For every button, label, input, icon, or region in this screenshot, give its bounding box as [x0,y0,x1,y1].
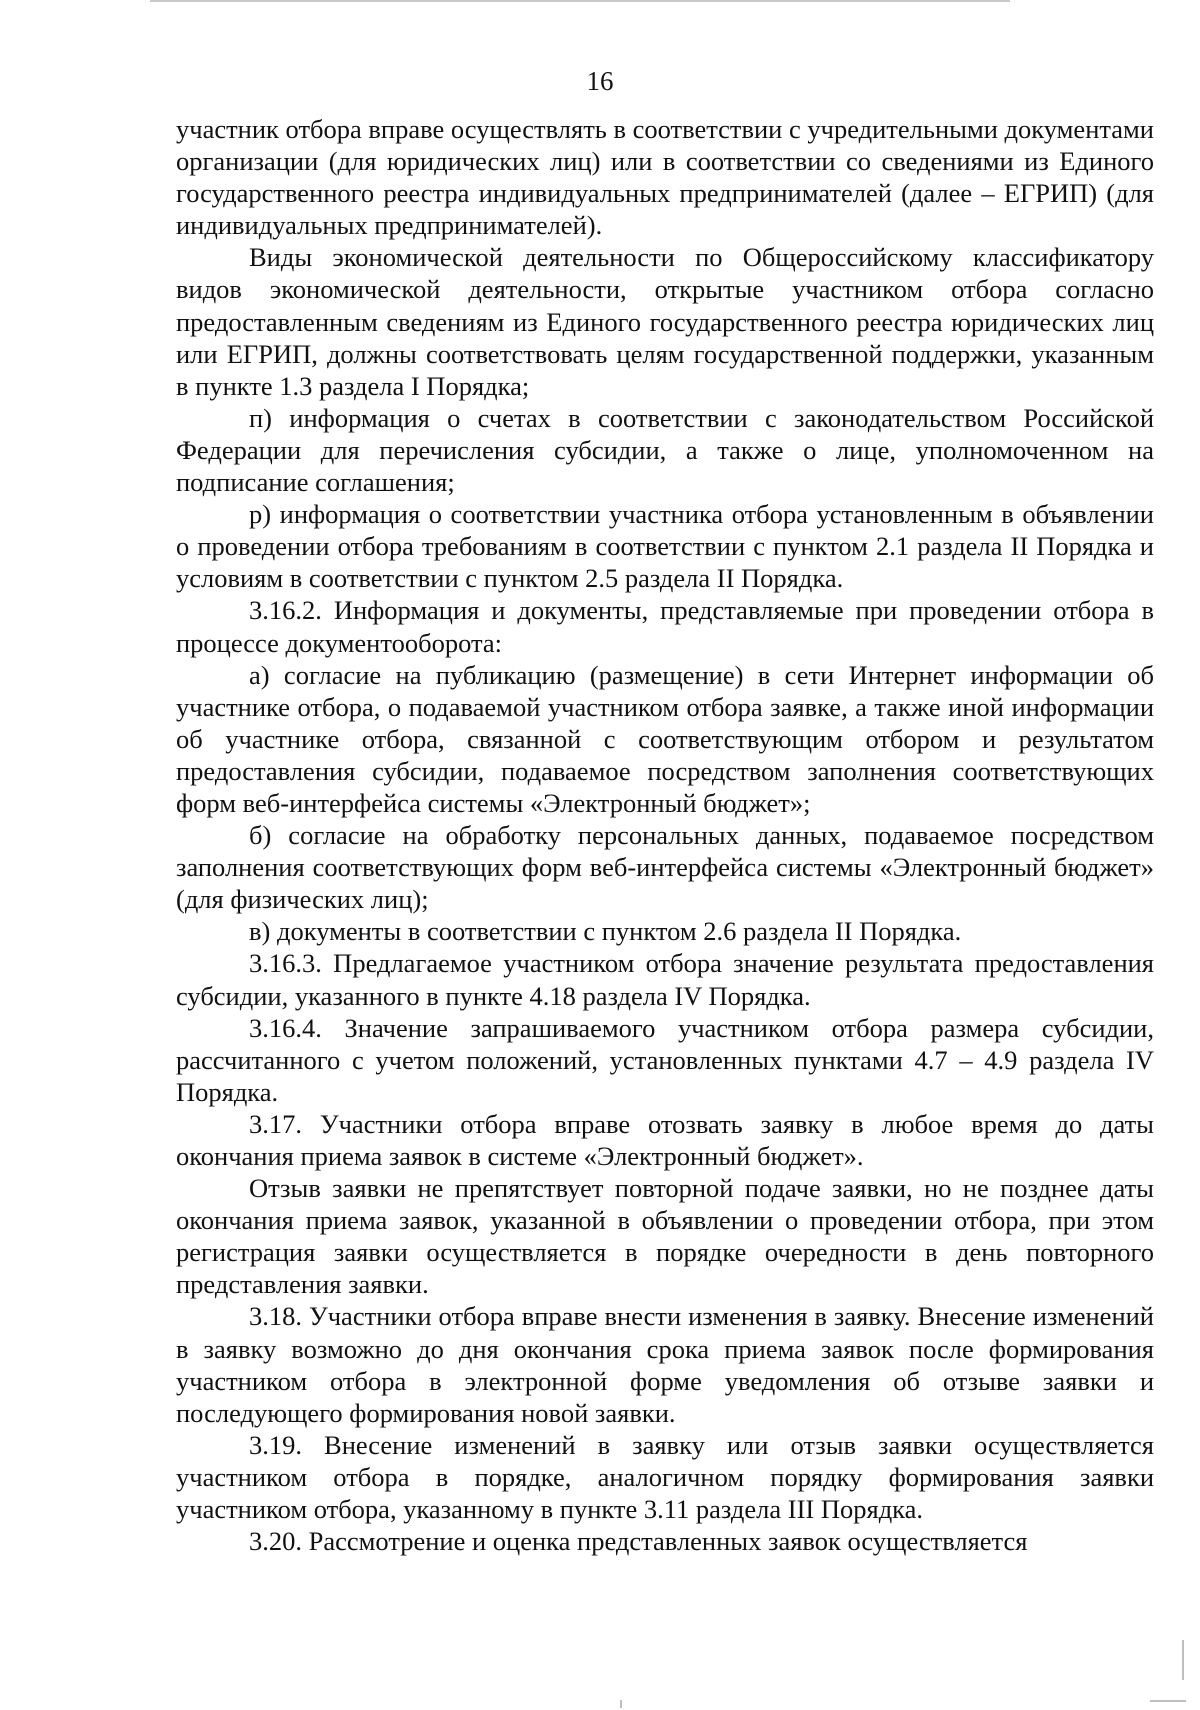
paragraph-economic-activity: Виды экономической деятельности по Общероссийскому классификатору видов экономической деятельности, открытые участником отбора согласно предоставленным сведениям из Единого государственного реестра юридических лиц или ЕГРИП, должны соответствовать целям государственной поддержки, указанным в пункте 1.3 раздела I Порядка; [176,242,1154,401]
paragraph-3-19: 3.19. Внесение изменений в заявку или отзыв заявки осуществляется участником отбора в порядке, аналогичном порядку формирования заявки участником отбора, указанному в пункте 3.11 раздела III Порядка. [176,1429,1154,1525]
paragraph-item-r: р) информация о соответствии участника отбора установленным в объявлении о проведении отбора требованиям в соответствии с пунктом 2.1 раздела II Порядка и условиям в соответствии с пунктом 2.5 раздела II Порядка. [176,499,1154,594]
scan-border-line [150,0,1010,2]
paragraph-3-17: 3.17. Участники отбора вправе отозвать заявку в любое время до даты окончания приема заявок в системе «Электронный бюджет». [176,1108,1154,1171]
paragraph-3-16-2: 3.16.2. Информация и документы, представляемые при проведении отбора в процессе документооборота: [176,595,1154,658]
document-body [176,113,1154,1557]
paragraph-continuation: участник отбора вправе осуществлять в соответствии с учредительными документами организации (для юридических лиц) или в соответствии со сведениями из Единого государственного реестра индивидуальных предпринимателей (далее – ЕГРИП) (для индивидуальных предпринимателей). [176,114,1154,241]
paragraph-item-p: п) информация о счетах в соответствии с законодательством Российской Федерации для перечисления субсидии, а также о лице, уполномоченном на подписание соглашения; [176,402,1154,498]
paragraph-3-16-3: 3.16.3. Предлагаемое участником отбора значение результата предоставления субсидии, указанного в пункте 4.18 раздела IV Порядка. [176,948,1154,1011]
paragraph-3-16-4: 3.16.4. Значение запрашиваемого участником отбора размера субсидии, рассчитанного с учетом положений, установленных пунктами 4.7 – 4.9 раздела IV Порядка. [176,1012,1154,1107]
page-number: 16 [586,66,614,96]
paragraph-3-20: 3.20. Рассмотрение и оценка представленных заявок осуществляется [249,1526,1028,1557]
scan-artifact [620,1700,622,1708]
paragraph-withdrawal: Отзыв заявки не препятствует повторной подаче заявки, но не позднее даты окончания приема заявок, указанной в объявлении о проведении отбора, при этом регистрация заявки осуществляется в порядке очередности в день повторного представления заявки. [176,1173,1154,1300]
paragraph-3-18: 3.18. Участники отбора вправе внести изменения в заявку. Внесение изменений в заявку возможно до дня окончания срока приема заявок после формирования участником отбора в электронной форме уведомления об отзыве заявки и последующего формирования новой заявки. [176,1301,1154,1428]
scan-artifact [1150,1700,1186,1702]
scan-artifact [1182,1640,1184,1680]
paragraph-item-b: б) согласие на обработку персональных данных, подаваемое посредством заполнения соответствующих форм веб-интерфейса системы «Электронный бюджет» (для физических лиц); [176,820,1154,915]
paragraph-item-a: а) согласие на публикацию (размещение) в сети Интернет информации об участнике отбора, о подаваемой участником отбора заявке, а также иной информации об участнике отбора, связанной с соответствующим отбором и результатом предоставления субсидии, подаваемое посредством заполнения соответствующих форм веб-интерфейса системы «Электронный бюджет»; [176,659,1154,818]
paragraph-item-v: в) документы в соответствии с пунктом 2.6 раздела II Порядка. [249,916,962,947]
